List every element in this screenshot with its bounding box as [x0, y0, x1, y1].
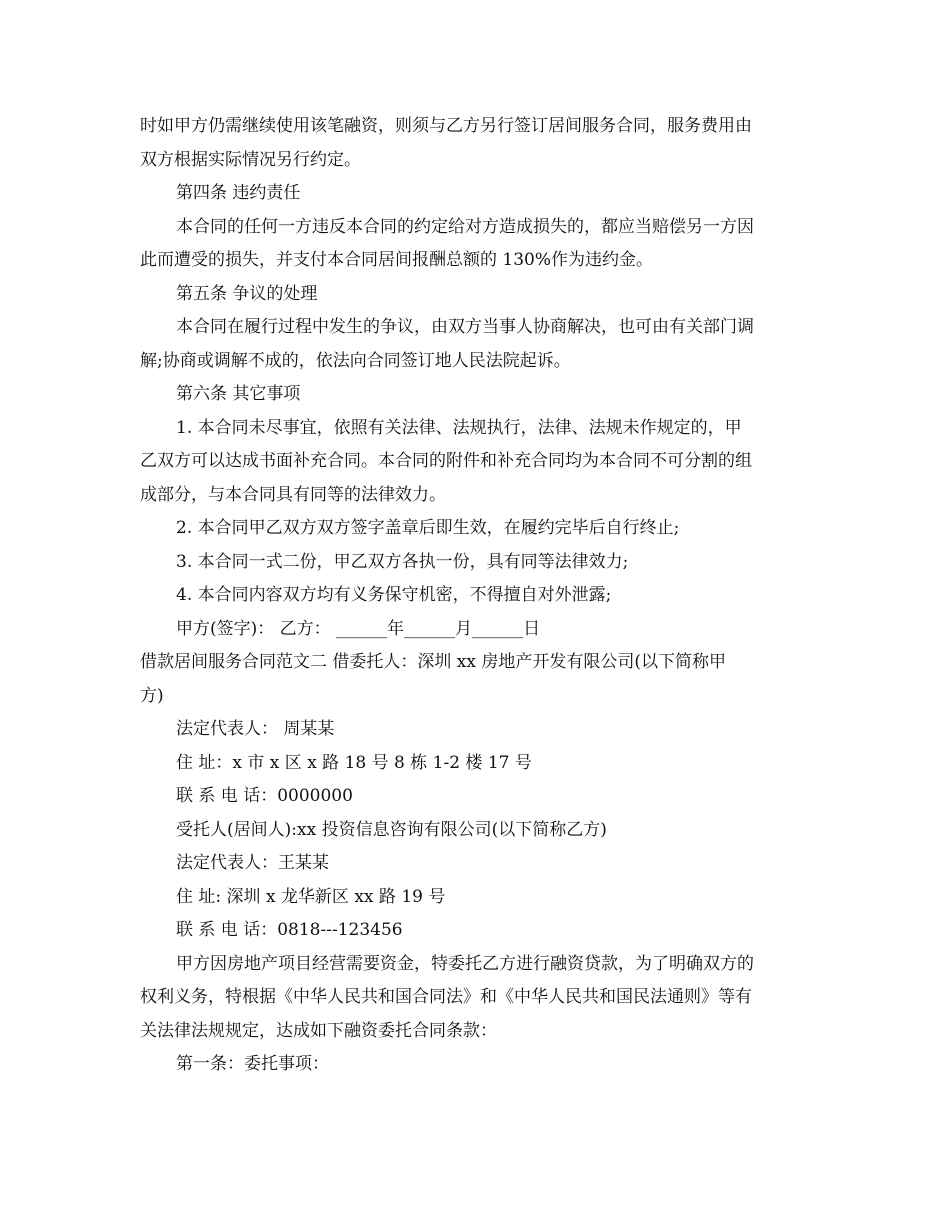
text-line: 方) — [140, 685, 164, 706]
text-line: 4. 本合同内容双方均有义务保守机密，不得擅自对外泄露; — [176, 585, 612, 605]
text-line: 住 址: 深圳 x 龙华新区 xx 路 19 号 — [176, 886, 446, 907]
signature-line: 甲方(签字)： 乙方： ______年______月______日 — [176, 618, 541, 639]
text-line: 甲方因房地产项目经营需要资金，特委托乙方进行融资贷款，为了明确双方的 — [176, 953, 754, 974]
document-subtitle-line: 借款居间服务合同范文二 借委托人：深圳 xx 房地产开发有限公司(以下简称甲 — [140, 652, 727, 672]
text-line: 双方根据实际情况另行约定。 — [140, 149, 361, 170]
text-line: 本合同在履行过程中发生的争议，由双方当事人协商解决，也可由有关部门调 — [176, 317, 754, 337]
text-line: 受托人(居间人):xx 投资信息咨询有限公司(以下简称乙方) — [176, 819, 607, 840]
text-line: 时如甲方仍需继续使用该笔融资，则须与乙方另行签订居间服务合同，服务费用由 — [140, 116, 752, 136]
text-line: 联 系 电 话：0818---123456 — [176, 920, 403, 940]
text-line: 此而遭受的损失，并支付本合同居间报酬总额的 130%作为违约金。 — [140, 250, 654, 270]
text-line: 成部分，与本合同具有同等的法律效力。 — [140, 484, 446, 505]
text-line: 关法律法规规定，达成如下融资委托合同条款： — [140, 1020, 497, 1041]
text-line: 1. 本合同未尽事宜，依照有关法律、法规执行，法律、法规未作规定的，甲 — [176, 417, 742, 438]
text-line: 解;协商或调解不成的，依法向合同签订地人民法院起诉。 — [140, 350, 571, 371]
section-heading: 第六条 其它事项 — [176, 384, 301, 404]
text-line: 法定代表人： 周某某 — [176, 719, 335, 739]
contract-text — [140, 110, 830, 1082]
text-line: 权利义务，特根据《中华人民共和国合同法》和《中华人民共和国民法通则》等有 — [140, 987, 752, 1007]
text-line: 2. 本合同甲乙双方双方签字盖章后即生效，在履约完毕后自行终止; — [176, 518, 680, 538]
text-line: 3. 本合同一式二份，甲乙双方各执一份，具有同等法律效力; — [176, 551, 629, 572]
section-heading: 第四条 违约责任 — [176, 183, 301, 203]
section-heading: 第一条：委托事项： — [176, 1054, 329, 1074]
text-line: 法定代表人：王某某 — [176, 853, 329, 873]
section-heading: 第五条 争议的处理 — [176, 283, 318, 304]
text-line: 联 系 电 话：0000000 — [176, 786, 353, 806]
text-line: 本合同的任何一方违反本合同的约定给对方造成损失的，都应当赔偿另一方因 — [176, 216, 754, 237]
text-line: 乙双方可以达成书面补充合同。本合同的附件和补充合同均为本合同不可分割的组 — [140, 451, 752, 471]
text-line: 住 址：x 市 x 区 x 路 18 号 8 栋 1-2 楼 17 号 — [176, 752, 532, 773]
